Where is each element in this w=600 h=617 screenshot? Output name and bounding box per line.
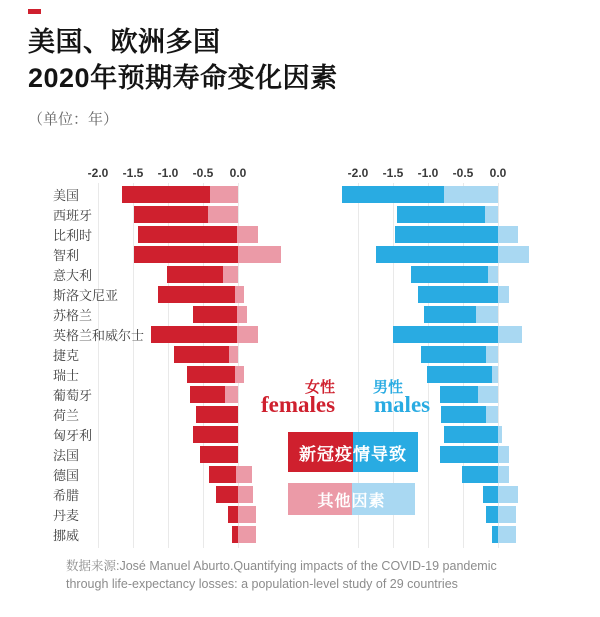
bar-female-covid [151,326,238,343]
legend-box-covid [288,432,418,472]
bar-male-other [492,366,498,383]
bar-male-other [498,286,509,303]
bar-female-covid [200,446,239,463]
bar-male-covid [418,286,498,303]
bar-female-other [238,486,253,503]
bar-male-other [444,186,498,203]
bar-female-other [238,526,256,543]
country-label: 西班牙 [53,208,93,223]
bar-male-covid [483,486,498,503]
bar-male-covid [424,306,476,323]
bar-male-other [498,446,509,463]
bar-female-covid [209,466,236,483]
bar-male-covid [427,366,492,383]
bar-male-covid [440,446,498,463]
country-label: 丹麦 [53,508,80,523]
bar-female-covid [158,286,235,303]
source-line-2: through life-expectancy losses: a population-level study of 29 countries [66,576,458,591]
bar-male-covid [376,246,498,263]
legend-covid-label: 新冠疫情导致 [299,444,407,464]
bar-female-other [237,326,257,343]
bar-female-covid [138,226,237,243]
bar-male-other [478,386,498,403]
legend-male-cn: 男性 [372,379,403,396]
bar-male-other [486,346,498,363]
bar-female-covid [190,386,225,403]
bar-female-other [229,346,238,363]
bar-male-covid [486,506,498,523]
x-tick-label: -1.0 [157,166,179,180]
bar-male-covid [462,466,498,483]
bar-male-other [498,246,529,263]
country-label: 荷兰 [53,408,80,423]
x-tick-label: -1.0 [417,166,439,180]
bar-male-other [476,306,498,323]
bar-male-other [488,266,498,283]
country-label: 比利时 [53,228,93,243]
bar-female-other [208,206,238,223]
bar-male-covid [342,186,444,203]
bar-male-covid [444,426,498,443]
bar-female-covid [122,186,210,203]
x-tick-label: 0.0 [489,166,507,180]
legend-female-en: females [260,392,336,417]
x-tick-label: -1.5 [382,166,404,180]
x-tick-label: -1.5 [122,166,144,180]
bar-female-other [223,266,238,283]
bar-male-other [498,486,518,503]
country-label: 捷克 [53,348,80,363]
bar-male-other [498,426,502,443]
bar-female-covid [187,366,235,383]
bar-female-other [237,306,247,323]
country-label: 斯洛文尼亚 [53,288,119,303]
bar-female-covid [196,406,238,423]
bar-female-covid [216,486,238,503]
country-label: 瑞士 [53,368,80,383]
x-tick-label: -0.5 [192,166,214,180]
bar-male-covid [395,226,498,243]
country-label: 匈牙利 [53,428,93,443]
country-label: 葡萄牙 [53,388,93,403]
country-label: 法国 [53,448,80,463]
bar-female-other [235,286,244,303]
bar-male-other [498,506,516,523]
bar-male-other [486,406,498,423]
bar-female-covid [228,506,238,523]
x-tick-label: -2.0 [87,166,109,180]
bar-female-other [236,466,252,483]
unit-note: （单位：年） [28,111,119,128]
country-label: 美国 [53,188,80,203]
legend-box-other [288,483,415,515]
country-label: 德国 [53,468,80,483]
country-label: 挪威 [53,528,80,543]
bar-female-other [235,366,244,383]
bar-female-covid [174,346,229,363]
bar-male-other [498,226,518,243]
bar-female-covid [193,306,238,323]
legend-female-cn: 女性 [304,379,335,396]
title-line-2: 2020年预期寿命变化因素 [28,63,338,93]
legend-male-en: males [373,392,431,417]
bar-male-other [485,206,498,223]
country-label: 苏格兰 [53,308,93,323]
bar-female-other [237,226,259,243]
country-label: 英格兰和威尔士 [53,328,145,343]
x-tick-label: 0.0 [229,166,247,180]
bar-female-covid [167,266,222,283]
country-label: 希腊 [53,488,80,503]
title-line-1: 美国、欧洲多国 [28,27,221,57]
bar-female-other [238,246,281,263]
bar-male-covid [393,326,498,343]
country-label: 意大利 [53,268,93,283]
bar-male-other [498,466,509,483]
x-tick-label: -2.0 [347,166,369,180]
bar-female-covid [134,206,208,223]
bar-female-covid [193,426,239,443]
x-tick-label: -0.5 [452,166,474,180]
bar-female-other [238,506,256,523]
bar-male-covid [397,206,485,223]
source-line-1: 数据来源:José Manuel Aburto.Quantifying impacts of the COVID-19 pandemic [66,559,497,573]
bar-female-other [210,186,238,203]
bar-female-covid [134,246,238,263]
bar-male-covid [411,266,488,283]
country-label: 智利 [53,248,80,263]
source-note [66,558,497,593]
bar-male-other [498,526,516,543]
bar-male-covid [421,346,486,363]
bar-male-other [498,326,522,343]
legend-other-label: 其他因素 [317,492,386,510]
